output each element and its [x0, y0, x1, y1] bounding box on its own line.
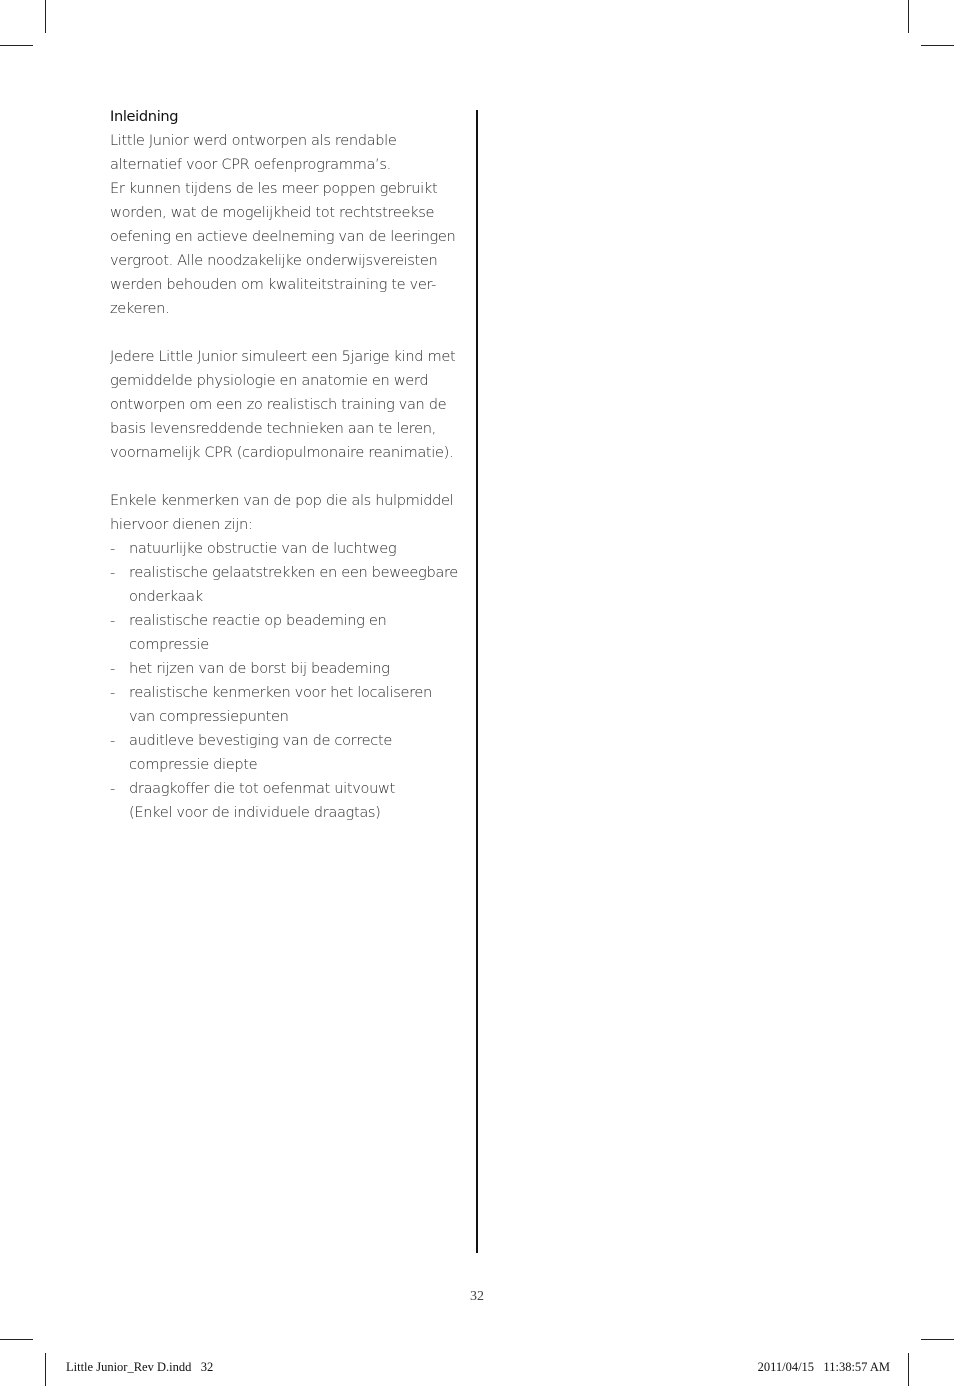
list-item-line: realistische gelaatstrekken en een beweegbare	[129, 564, 458, 581]
paragraph-spacer	[110, 321, 460, 345]
bullet-dash: -	[110, 732, 115, 749]
simulation-paragraph	[110, 345, 460, 465]
crop-mark	[45, 0, 46, 33]
bullet-dash: -	[110, 540, 115, 557]
features-list	[110, 537, 460, 825]
text-line: ontworpen om een zo realistisch training van de	[110, 396, 447, 413]
list-item	[110, 561, 460, 609]
text-line: Enkele kenmerken van de pop die als hulpmiddel	[110, 492, 454, 509]
list-item-line: van compressiepunten	[129, 708, 289, 725]
text-line: basis levensreddende technieken aan te leren,	[110, 420, 436, 437]
list-item-line: natuurlijke obstructie van de luchtweg	[129, 540, 397, 557]
crop-mark	[921, 1339, 954, 1340]
list-item-line: compressie	[129, 636, 209, 653]
text-line: werden behouden om kwaliteitstraining te ver-	[110, 276, 437, 293]
text-line: hiervoor dienen zijn:	[110, 516, 253, 533]
text-line: zekeren.	[110, 300, 170, 317]
bullet-dash: -	[110, 564, 115, 581]
list-item-line: draagkoffer die tot oefenmat uitvouwt	[129, 780, 395, 797]
list-item-line: realistische kenmerken voor het localiseren	[129, 684, 432, 701]
section-heading: Inleidning	[110, 108, 179, 125]
crop-mark	[908, 1353, 909, 1386]
list-item-line: auditleve bevestiging van de correcte	[129, 732, 392, 749]
list-item	[110, 537, 460, 561]
text-line: vergroot. Alle noodzakelijke onderwijsvereisten	[110, 252, 438, 269]
bullet-dash: -	[110, 684, 115, 701]
list-item-line: het rijzen van de borst bij beademing	[129, 660, 390, 677]
list-item	[110, 681, 460, 729]
page-number: 32	[470, 1289, 484, 1304]
list-item	[110, 657, 460, 681]
file-slug: Little Junior_Rev D.indd 32	[66, 1360, 214, 1374]
list-item-line: onderkaak	[129, 588, 203, 605]
list-item-line: (Enkel voor de individuele draagtas)	[129, 804, 381, 821]
text-line: Little Junior werd ontworpen als rendable	[110, 132, 397, 149]
print-timestamp: 2011/04/15 11:38:57 AM	[757, 1360, 890, 1374]
crop-mark	[45, 1353, 46, 1386]
crop-mark	[921, 45, 954, 46]
bullet-dash: -	[110, 660, 115, 677]
text-line: gemiddelde physiologie en anatomie en werd	[110, 372, 429, 389]
text-line: alternatief voor CPR oefenprogramma’s.	[110, 156, 391, 173]
text-line: Er kunnen tijdens de les meer poppen gebruikt	[110, 180, 438, 197]
column-divider	[476, 110, 478, 1253]
features-paragraph	[110, 489, 460, 537]
text-line: voornamelijk CPR (cardiopulmonaire reanimatie).	[110, 444, 454, 461]
list-item-line: realistische reactie op beademing en	[129, 612, 387, 629]
list-item-line: compressie diepte	[129, 756, 258, 773]
text-line: oefening en actieve deelneming van de leeringen	[110, 228, 456, 245]
text-line: worden, wat de mogelijkheid tot rechtstreekse	[110, 204, 435, 221]
intro-section	[110, 105, 460, 825]
intro-paragraph	[110, 129, 460, 321]
bullet-dash: -	[110, 612, 115, 629]
text-line: Jedere Little Junior simuleert een 5jarige kind met	[110, 348, 456, 365]
crop-mark	[908, 0, 909, 33]
bullet-dash: -	[110, 780, 115, 797]
paragraph-spacer	[110, 465, 460, 489]
list-item	[110, 729, 460, 777]
crop-mark	[0, 45, 33, 46]
list-item	[110, 609, 460, 657]
list-item	[110, 777, 460, 825]
crop-mark	[0, 1339, 33, 1340]
